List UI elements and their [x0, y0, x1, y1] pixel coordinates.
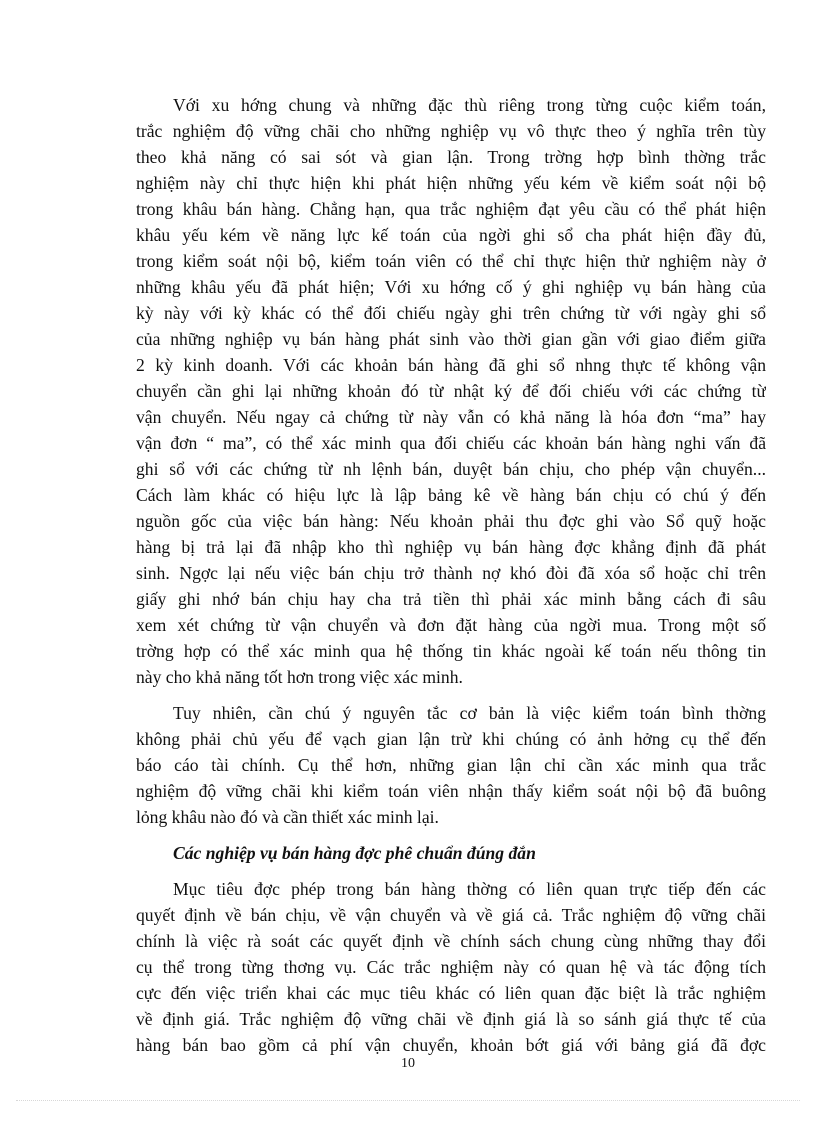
text-line: lỏng khâu nào đó và cần thiết xác minh lại.	[136, 807, 439, 827]
text-line: Mục tiêu đợc phép trong bán hàng thờng có liên quan trực tiếp đến các	[173, 879, 766, 899]
paragraph-3	[136, 876, 766, 1058]
document-body	[136, 92, 766, 1058]
text-line: báo cáo tài chính. Cụ thể hơn, những gian lận chỉ cần xác minh qua trắc	[136, 755, 766, 775]
text-line: trong khâu bán hàng. Chẳng hạn, qua trắc nghiệm đạt yêu cầu có thể phát hiện	[136, 199, 766, 219]
text-line: vận đơn “ ma”, có thể xác minh qua đối chiếu các khoản bán hàng nghi vấn đã	[136, 433, 766, 453]
text-line: vận chuyển. Nếu ngay cả chứng từ này vẫn có khả năng là hóa đơn “ma” hay	[136, 407, 766, 427]
text-line: hàng bán bao gồm cả phí vận chuyển, khoản bớt giá với bảng giá đã đợc	[136, 1035, 766, 1055]
text-line: không phải chủ yếu để vạch gian lận trừ khi chúng có ảnh hởng cụ thể đến	[136, 729, 766, 749]
page-bottom-divider	[16, 1100, 800, 1101]
text-line: cực đến việc triển khai các mục tiêu khác có liên quan đặc biệt là trắc nghiệm	[136, 983, 766, 1003]
text-line: sinh. Ngợc lại nếu việc bán chịu trở thành nợ khó đòi đã xóa sổ hoặc chỉ trên	[136, 563, 766, 583]
paragraph-spacer	[136, 866, 766, 876]
text-line: trong kiểm soát nội bộ, kiểm toán viên có thể chỉ thực hiện thử nghiệm này ở	[136, 251, 766, 271]
paragraph-2	[136, 700, 766, 830]
text-line: kỳ này với kỳ khác có thể đối chiếu ngày ghi trên chứng từ với ngày ghi sổ	[136, 303, 766, 323]
paragraph-1	[136, 92, 766, 690]
section-heading: Các nghiệp vụ bán hàng đợc phê chuẩn đúng đắn	[173, 843, 536, 863]
text-line: chính là việc rà soát các quyết định về chính sách chung cùng những thay đổi	[136, 931, 766, 951]
paragraph-spacer	[136, 830, 766, 840]
text-line: Cách làm khác có hiệu lực là lập bảng kê về hàng bán chịu có chú ý đến	[136, 485, 766, 505]
text-line: cụ thể trong từng thơng vụ. Các trắc nghiệm này có quan hệ và tác động tích	[136, 957, 766, 977]
text-line: này cho khả năng tốt hơn trong việc xác minh.	[136, 667, 463, 687]
text-line: ghi sổ với các chứng từ nh lệnh bán, duyệt bán chịu, cho phép vận chuyển...	[136, 459, 766, 479]
text-line: những khâu yếu đã phát hiện; Với xu hớng cố ý ghi nghiệp vụ bán hàng của	[136, 277, 766, 297]
paragraph-spacer	[136, 690, 766, 700]
text-line: về định giá. Trắc nghiệm độ vững chãi về định giá là so sánh giá thực tế của	[136, 1009, 766, 1029]
text-line: nghiệm độ vững chãi khi kiểm toán viên nhận thấy kiểm soát nội bộ đã buông	[136, 781, 766, 801]
text-line: quyết định về bán chịu, về vận chuyển và về giá cả. Trắc nghiệm độ vững chãi	[136, 905, 766, 925]
text-line: trờng hợp có thể xác minh qua hệ thống tin khác ngoài kế toán nếu thông tin	[136, 641, 766, 661]
text-line: Với xu hớng chung và những đặc thù riêng trong từng cuộc kiểm toán,	[173, 95, 766, 115]
text-line: hàng bị trả lại đã nhập kho thì nghiệp vụ bán hàng đợc khẳng định đã phát	[136, 537, 766, 557]
text-line: của những nghiệp vụ bán hàng phát sinh vào thời gian gần với giao điểm giữa	[136, 329, 766, 349]
text-line: Tuy nhiên, cần chú ý nguyên tắc cơ bản là việc kiểm toán bình thờng	[173, 703, 766, 723]
text-line: 2 kỳ kinh doanh. Với các khoản bán hàng đã ghi sổ nhng thực tế không vận	[136, 355, 766, 375]
text-line: theo khả năng có sai sót và gian lận. Trong trờng hợp bình thờng trắc	[136, 147, 766, 167]
text-line: chuyển cần ghi lại những khoản đó từ nhật ký để đối chiếu với các chứng từ	[136, 381, 766, 401]
page-number: 10	[401, 1056, 415, 1071]
text-line: nghiệm này chỉ thực hiện khi phát hiện những yếu kém về kiểm soát nội bộ	[136, 173, 766, 193]
text-line: khâu yếu kém về năng lực kế toán của ngời ghi sổ cha phát hiện đầy đủ,	[136, 225, 766, 245]
text-line: trắc nghiệm độ vững chãi cho những nghiệp vụ vô thực theo ý nghĩa trên tùy	[136, 121, 766, 141]
text-line: giấy ghi nhớ bán chịu hay cha trả tiền thì phải xác minh bằng cách đi sâu	[136, 589, 766, 609]
text-line: nguồn gốc của việc bán hàng: Nếu khoản phải thu đợc ghi vào Sổ quỹ hoặc	[136, 511, 766, 531]
text-line: xem xét chứng từ vận chuyển và đơn đặt hàng của ngời mua. Trong một số	[136, 615, 766, 635]
